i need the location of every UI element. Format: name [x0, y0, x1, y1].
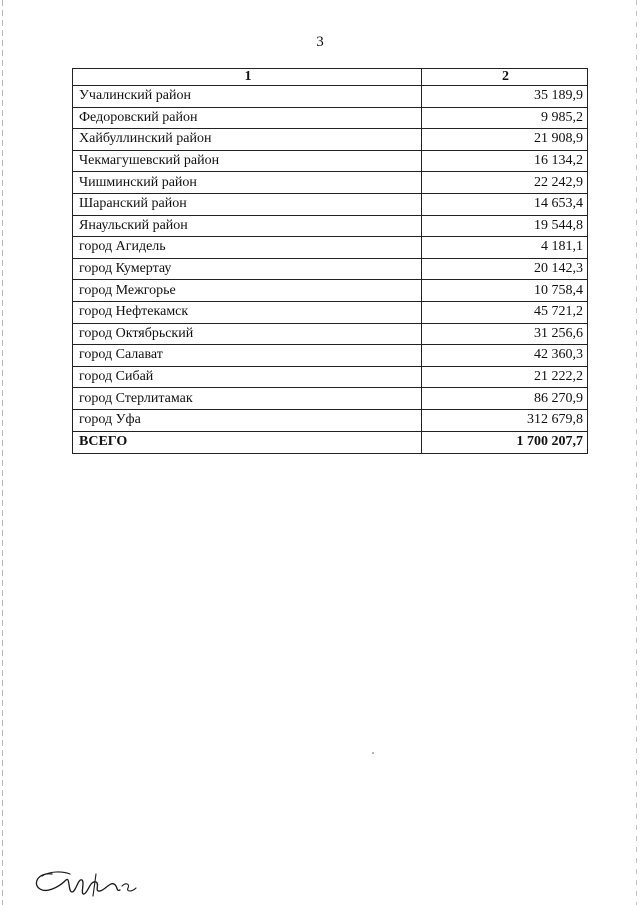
row-name: город Уфа	[73, 409, 422, 431]
total-label: ВСЕГО	[73, 431, 422, 454]
table-row	[73, 129, 588, 151]
column-header-1: 1	[73, 69, 422, 86]
row-name: Федоровский район	[73, 107, 422, 129]
table-row	[73, 237, 588, 259]
table-row	[73, 193, 588, 215]
table-row	[73, 388, 588, 410]
handwritten-signature-icon	[30, 862, 150, 898]
column-header-2: 2	[421, 69, 587, 86]
row-value: 21 908,9	[421, 129, 587, 151]
data-table	[72, 68, 588, 454]
row-value: 14 653,4	[421, 193, 587, 215]
row-value: 16 134,2	[421, 150, 587, 172]
row-name: город Октябрьский	[73, 323, 422, 345]
row-value: 22 242,9	[421, 172, 587, 194]
table-row	[73, 107, 588, 129]
row-value: 21 222,2	[421, 366, 587, 388]
total-value: 1 700 207,7	[421, 431, 587, 454]
row-value: 86 270,9	[421, 388, 587, 410]
row-name: город Салават	[73, 345, 422, 367]
page-number: 3	[316, 34, 324, 50]
row-value: 4 181,1	[421, 237, 587, 259]
row-value: 10 758,4	[421, 280, 587, 302]
row-name: Шаранский район	[73, 193, 422, 215]
row-name: город Сибай	[73, 366, 422, 388]
table-row	[73, 86, 588, 108]
row-value: 9 985,2	[421, 107, 587, 129]
table-body	[73, 86, 588, 454]
row-name: город Нефтекамск	[73, 301, 422, 323]
row-name: город Агидель	[73, 237, 422, 259]
table-header-row	[73, 69, 588, 86]
row-name: Учалинский район	[73, 86, 422, 108]
table-row	[73, 150, 588, 172]
row-value: 312 679,8	[421, 409, 587, 431]
scan-speck	[372, 752, 374, 754]
table-row	[73, 172, 588, 194]
row-name: город Стерлитамак	[73, 388, 422, 410]
row-value: 42 360,3	[421, 345, 587, 367]
row-value: 31 256,6	[421, 323, 587, 345]
table-row	[73, 215, 588, 237]
table-row	[73, 258, 588, 280]
row-value: 35 189,9	[421, 86, 587, 108]
table-row	[73, 409, 588, 431]
scan-edge-left	[2, 0, 3, 905]
scan-edge-right	[636, 0, 637, 905]
table-total-row	[73, 431, 588, 454]
row-name: Чекмагушевский район	[73, 150, 422, 172]
row-name: Янаульский район	[73, 215, 422, 237]
row-value: 45 721,2	[421, 301, 587, 323]
row-name: город Межгорье	[73, 280, 422, 302]
table-row	[73, 366, 588, 388]
row-value: 20 142,3	[421, 258, 587, 280]
table-row	[73, 301, 588, 323]
table-row	[73, 345, 588, 367]
table-row	[73, 323, 588, 345]
row-value: 19 544,8	[421, 215, 587, 237]
row-name: Чишминский район	[73, 172, 422, 194]
row-name: город Кумертау	[73, 258, 422, 280]
row-name: Хайбуллинский район	[73, 129, 422, 151]
table-row	[73, 280, 588, 302]
